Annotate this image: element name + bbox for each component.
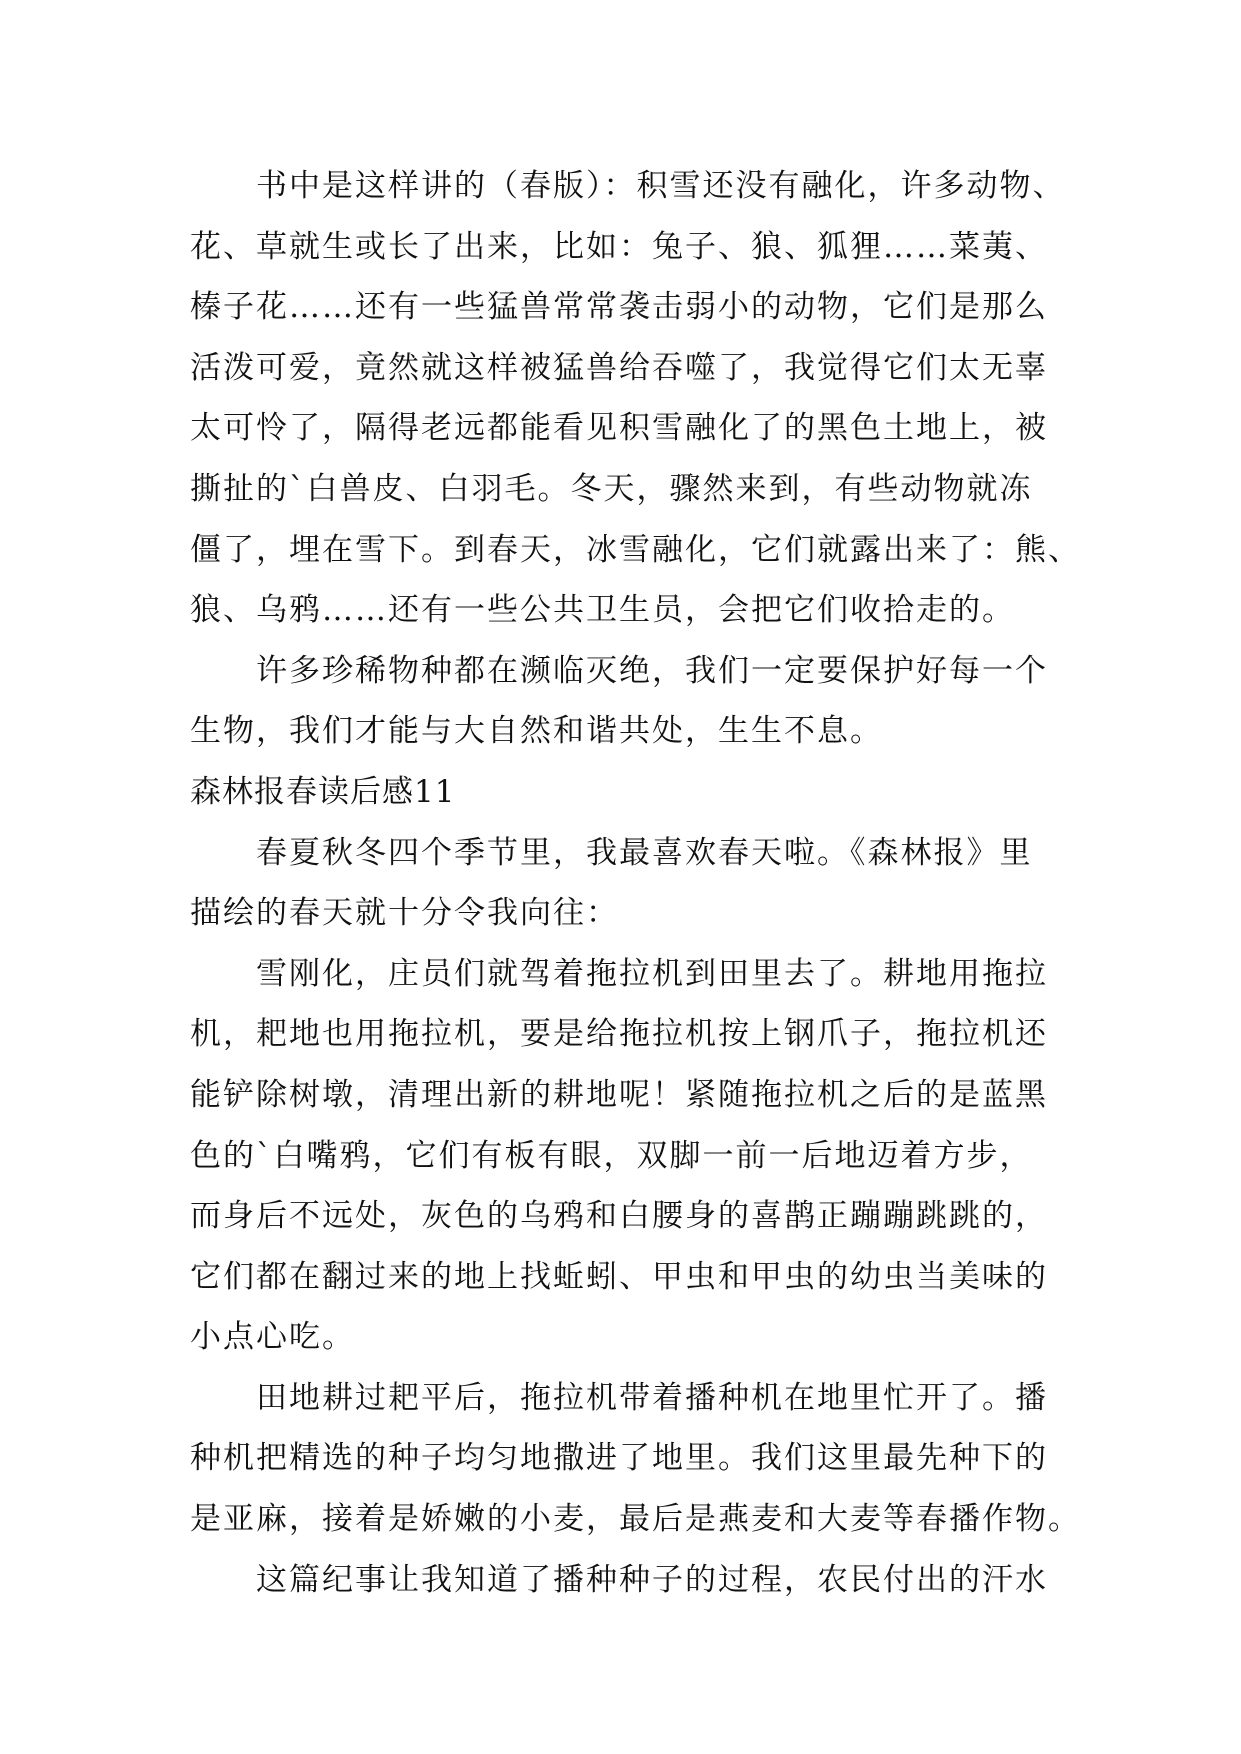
text-line: 撕扯的`白兽皮、白羽毛。冬天，骤然来到，有些动物就冻 bbox=[190, 470, 1033, 507]
text-line: 能铲除树墩，清理出新的耕地呢！紧随拖拉机之后的是蓝黑 bbox=[190, 1076, 1048, 1113]
text-line: 花、草就生或长了出来，比如：兔子、狼、狐狸……菜荑、 bbox=[190, 228, 1048, 265]
text-line: 榛子花……还有一些猛兽常常袭击弱小的动物，它们是那么 bbox=[190, 289, 1048, 326]
text-line: 描绘的春天就十分令我向往： bbox=[190, 895, 619, 932]
text-line: 雪刚化，庄员们就驾着拖拉机到田里去了。耕地用拖拉 bbox=[256, 955, 1048, 992]
document-body bbox=[190, 156, 1081, 1610]
text-line: 田地耕过耙平后，拖拉机带着播种机在地里忙开了。播 bbox=[256, 1379, 1048, 1416]
text-line: 太可怜了，隔得老远都能看见积雪融化了的黑色土地上，被 bbox=[190, 410, 1048, 447]
text-line: 机，耙地也用拖拉机，要是给拖拉机按上钢爪子，拖拉机还 bbox=[190, 1016, 1048, 1053]
text-line: 它们都在翻过来的地上找蚯蚓、甲虫和甲虫的幼虫当美味的 bbox=[190, 1258, 1048, 1295]
text-line: 春夏秋冬四个季节里，我最喜欢春天啦。《森林报》里 bbox=[256, 834, 1033, 871]
text-line: 生物，我们才能与大自然和谐共处，生生不息。 bbox=[190, 713, 883, 750]
text-line: 是亚麻，接着是娇嫩的小麦，最后是燕麦和大麦等春播作物。 bbox=[190, 1501, 1081, 1538]
text-line: 而身后不远处，灰色的乌鸦和白腰身的喜鹊正蹦蹦跳跳的， bbox=[190, 1198, 1048, 1235]
text-line: 这篇纪事让我知道了播种种子的过程，农民付出的汗水 bbox=[256, 1561, 1048, 1598]
section-heading: 森林报春读后感11 bbox=[190, 773, 456, 810]
text-line: 种机把精选的种子均匀地撒进了地里。我们这里最先种下的 bbox=[190, 1440, 1048, 1477]
text-line: 活泼可爱，竟然就这样被猛兽给吞噬了，我觉得它们太无辜 bbox=[190, 349, 1048, 386]
text-line: 许多珍稀物种都在濒临灭绝，我们一定要保护好每一个 bbox=[256, 652, 1048, 689]
text-line: 僵了，埋在雪下。到春天，冰雪融化，它们就露出来了：熊、 bbox=[190, 531, 1081, 568]
text-line: 狼、乌鸦……还有一些公共卫生员，会把它们收拾走的。 bbox=[190, 592, 1015, 629]
text-line: 色的`白嘴鸦，它们有板有眼，双脚一前一后地迈着方步， bbox=[190, 1137, 1033, 1174]
text-line: 小点心吃。 bbox=[190, 1319, 355, 1356]
text-line: 书中是这样讲的（春版）：积雪还没有融化，许多动物、 bbox=[256, 168, 1066, 204]
